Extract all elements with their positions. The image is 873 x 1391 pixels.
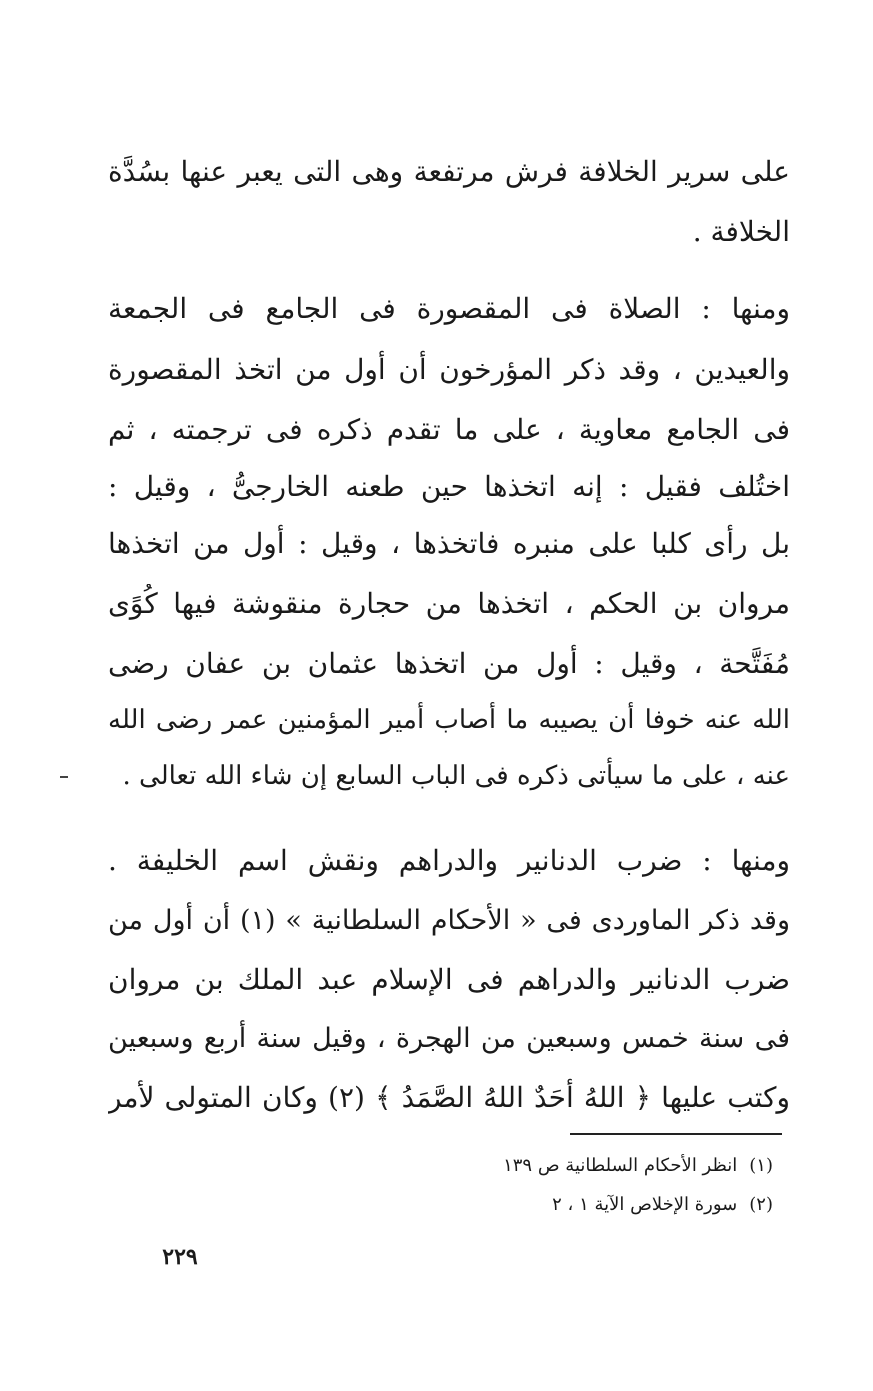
footnote-separator xyxy=(570,1133,782,1135)
text-line: فى الجامع معاوية ، على ما تقدم ذكره فى ترجمته ، ثم xyxy=(108,413,790,446)
footnote-marker: (١) xyxy=(749,1155,773,1176)
text-line: مروان بن الحكم ، اتخذها من حجارة منقوشة فيها كُوًى xyxy=(108,587,790,620)
text-line: على سرير الخلافة فرش مرتفعة وهى التى يعبر عنها بسُدَّة xyxy=(108,155,790,188)
footnote-2 xyxy=(552,1192,773,1218)
text-line: وكتب عليها ﴿ اللهُ أَحَدٌ اللهُ الصَّمَدُ ﴾ (٢) وكان المتولى لأمر xyxy=(108,1081,790,1114)
text-line: الخلافة . xyxy=(692,215,790,248)
footnote-marker: (٢) xyxy=(749,1194,773,1215)
text-line: اختُلف فقيل : إنه اتخذها حين طعنه الخارجىُّ ، وقيل : xyxy=(108,470,790,503)
page-number: ٢٢٩ xyxy=(162,1244,198,1270)
text-line: ضرب الدنانير والدراهم فى الإسلام عبد الملك بن مروان xyxy=(108,963,790,996)
text-line: فى سنة خمس وسبعين من الهجرة ، وقيل سنة أربع وسبعين xyxy=(108,1023,790,1054)
text-line: بل رأى كلبا على منبره فاتخذها ، وقيل : أول من اتخذها xyxy=(108,527,790,560)
margin-mark xyxy=(60,776,68,778)
footnote-text: انظر الأحكام السلطانية ص ١٣٩ xyxy=(503,1155,738,1176)
footnote-1 xyxy=(503,1153,773,1179)
text-line: مُفَتَّحة ، وقيل : أول من اتخذها عثمان بن عفان رضى xyxy=(108,647,790,680)
text-line: ومنها : ضرب الدنانير والدراهم ونقش اسم الخليفة . xyxy=(108,844,790,877)
text-line: ومنها : الصلاة فى المقصورة فى الجامع فى الجمعة xyxy=(108,292,790,325)
text-line: وقد ذكر الماوردى فى « الأحكام السلطانية » (١) أن أول من xyxy=(108,905,790,936)
footnote-text: سورة الإخلاص الآية ١ ، ٢ xyxy=(552,1194,738,1215)
text-line: عنه ، على ما سيأتى ذكره فى الباب السابع إن شاء الله تعالى . xyxy=(122,761,790,791)
text-line: الله عنه خوفا أن يصيبه ما أصاب أمير المؤمنين عمر رضى الله xyxy=(108,705,790,735)
text-line: والعيدين ، وقد ذكر المؤرخون أن أول من اتخذ المقصورة xyxy=(108,353,790,386)
